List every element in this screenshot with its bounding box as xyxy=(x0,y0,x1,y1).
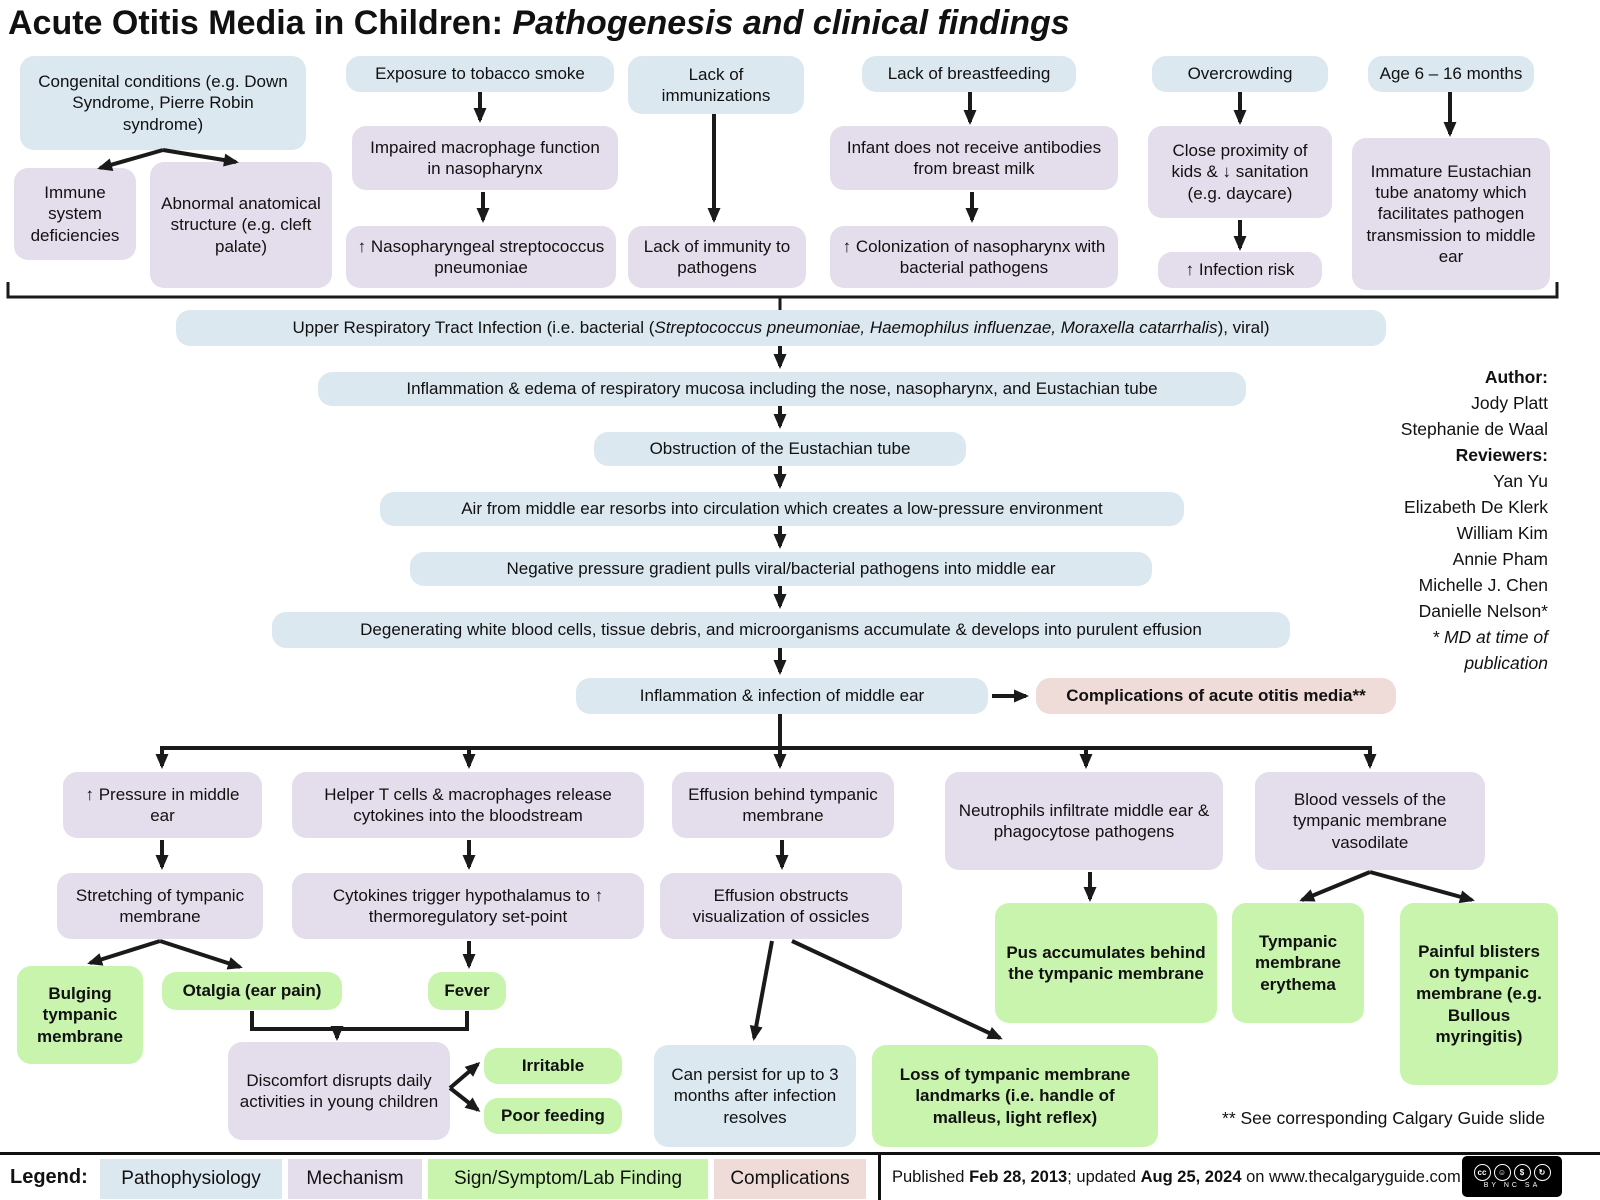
cc-terms-text: BY NC SA xyxy=(1483,1182,1541,1189)
node-irritable: Irritable xyxy=(484,1048,622,1084)
node-immune-deficiencies: Immune system deficiencies xyxy=(14,168,136,260)
published-prefix: Published xyxy=(892,1168,970,1186)
legend-pathophysiology: Pathophysiology xyxy=(100,1159,282,1199)
node-nasopharyngeal-strep: ↑ Nasopharyngeal streptococcus pneumoniae xyxy=(346,226,616,288)
node-middle-ear-infection: Inflammation & infection of middle ear xyxy=(576,678,988,714)
title-main: Acute Otitis Media in Children: xyxy=(8,4,513,42)
node-blood-vessels: Blood vessels of the tympanic membrane vasodilate xyxy=(1255,772,1485,870)
node-loss-landmarks: Loss of tympanic membrane landmarks (i.e. handle of malleus, light reflex) xyxy=(872,1045,1158,1147)
reviewer-name: Annie Pham xyxy=(1452,549,1548,569)
node-obstruction: Obstruction of the Eustachian tube xyxy=(594,432,966,466)
page-title xyxy=(8,4,1070,43)
uri-species: Streptococcus pneumoniae, Haemophilus influenzae, Moraxella catarrhalis xyxy=(654,318,1218,338)
node-colonization: ↑ Colonization of nasopharynx with bacterial pathogens xyxy=(830,226,1118,288)
node-immature-eustachian: Immature Eustachian tube anatomy which facilitates pathogen transmission to middle ear xyxy=(1352,138,1550,290)
node-lack-immunizations: Lack of immunizations xyxy=(628,56,804,114)
node-negative-pressure: Negative pressure gradient pulls viral/bacterial pathogens into middle ear xyxy=(410,552,1152,586)
node-neutrophils: Neutrophils infiltrate middle ear & phagocytose pathogens xyxy=(945,772,1223,870)
node-congenital-conditions: Congenital conditions (e.g. Down Syndrome, Pierre Robin syndrome) xyxy=(20,56,306,150)
node-bulging-tm: Bulging tympanic membrane xyxy=(17,966,143,1064)
legend-complications: Complications xyxy=(714,1159,866,1199)
node-can-persist: Can persist for up to 3 months after infection resolves xyxy=(654,1045,856,1147)
node-overcrowding: Overcrowding xyxy=(1152,56,1328,92)
node-infection-risk: ↑ Infection risk xyxy=(1158,252,1322,288)
updated-date: Aug 25, 2024 xyxy=(1140,1168,1242,1186)
node-inflammation-edema: Inflammation & edema of respiratory mucosa including the nose, nasopharynx, and Eustachian tube xyxy=(318,372,1246,406)
node-lack-breastfeeding: Lack of breastfeeding xyxy=(862,56,1076,92)
cc-icon: cc xyxy=(1474,1164,1491,1181)
node-uri xyxy=(176,310,1386,346)
author-label: Author: xyxy=(1484,367,1548,387)
reviewer-name: Yan Yu xyxy=(1493,471,1548,491)
node-pressure-middle-ear: ↑ Pressure in middle ear xyxy=(63,772,262,838)
see-slide-footnote: ** See corresponding Calgary Guide slide xyxy=(1222,1108,1545,1128)
node-fever: Fever xyxy=(428,972,506,1010)
node-abnormal-structure: Abnormal anatomical structure (e.g. cleft palate) xyxy=(150,162,332,288)
node-poor-feeding: Poor feeding xyxy=(484,1098,622,1134)
node-age-range: Age 6 – 16 months xyxy=(1368,56,1534,92)
node-complications: Complications of acute otitis media** xyxy=(1036,678,1396,714)
credits-block xyxy=(1330,364,1548,676)
cc-license-badge xyxy=(1462,1156,1562,1197)
node-air-resorbs: Air from middle ear resorbs into circulation which creates a low-pressure environment xyxy=(380,492,1184,526)
published-site: on www.thecalgaryguide.com xyxy=(1241,1168,1461,1186)
node-pus-accumulates: Pus accumulates behind the tympanic membrane xyxy=(995,903,1217,1023)
node-effusion-obstructs: Effusion obstructs visualization of ossicles xyxy=(660,873,902,939)
node-otalgia: Otalgia (ear pain) xyxy=(162,972,342,1010)
cc-by-icon: ☺ xyxy=(1494,1164,1511,1181)
node-no-antibodies: Infant does not receive antibodies from breast milk xyxy=(830,126,1118,190)
node-painful-blisters: Painful blisters on tympanic membrane (e.g. Bullous myringitis) xyxy=(1400,903,1558,1085)
updated-prefix: ; updated xyxy=(1067,1168,1141,1186)
md-footnote: * MD at time of xyxy=(1432,627,1548,647)
node-purulent-effusion: Degenerating white blood cells, tissue debris, and microorganisms accumulate & develops into purulent effusion xyxy=(272,612,1290,648)
node-stretching: Stretching of tympanic membrane xyxy=(57,873,263,939)
uri-prefix: Upper Respiratory Tract Infection (i.e. bacterial ( xyxy=(292,318,655,338)
title-subtitle: Pathogenesis and clinical findings xyxy=(512,4,1070,42)
node-lack-immunity: Lack of immunity to pathogens xyxy=(628,226,806,288)
node-discomfort: Discomfort disrupts daily activities in young children xyxy=(228,1042,450,1140)
legend-label: Legend: xyxy=(10,1166,88,1188)
cc-nc-icon: $ xyxy=(1514,1164,1531,1181)
published-date: Feb 28, 2013 xyxy=(969,1168,1068,1186)
uri-suffix: ), viral) xyxy=(1217,318,1270,338)
footer-divider-line xyxy=(0,1152,1600,1155)
md-footnote: publication xyxy=(1464,653,1548,673)
node-close-proximity: Close proximity of kids & ↓ sanitation (e.g. daycare) xyxy=(1148,126,1332,218)
legend-mechanism: Mechanism xyxy=(288,1159,422,1199)
footer-vertical-divider xyxy=(878,1155,881,1200)
legend-sign-symptom: Sign/Symptom/Lab Finding xyxy=(428,1159,708,1199)
cc-sa-icon: ↻ xyxy=(1534,1164,1551,1181)
node-tm-erythema: Tympanic membrane erythema xyxy=(1232,903,1364,1023)
reviewer-name: William Kim xyxy=(1456,523,1548,543)
node-effusion-behind: Effusion behind tympanic membrane xyxy=(672,772,894,838)
reviewer-name: Danielle Nelson* xyxy=(1418,601,1548,621)
node-cytokines: Cytokines trigger hypothalamus to ↑ thermoregulatory set-point xyxy=(292,873,644,939)
reviewer-name: Elizabeth De Klerk xyxy=(1404,497,1548,517)
author-name: Stephanie de Waal xyxy=(1400,419,1548,439)
node-helper-t-cells: Helper T cells & macrophages release cytokines into the bloodstream xyxy=(292,772,644,838)
node-impaired-macrophage: Impaired macrophage function in nasopharynx xyxy=(352,126,618,190)
reviewers-label: Reviewers: xyxy=(1455,445,1548,465)
reviewer-name: Michelle J. Chen xyxy=(1418,575,1548,595)
publication-info xyxy=(892,1168,1461,1187)
author-name: Jody Platt xyxy=(1471,393,1548,413)
node-tobacco-smoke: Exposure to tobacco smoke xyxy=(346,56,614,92)
